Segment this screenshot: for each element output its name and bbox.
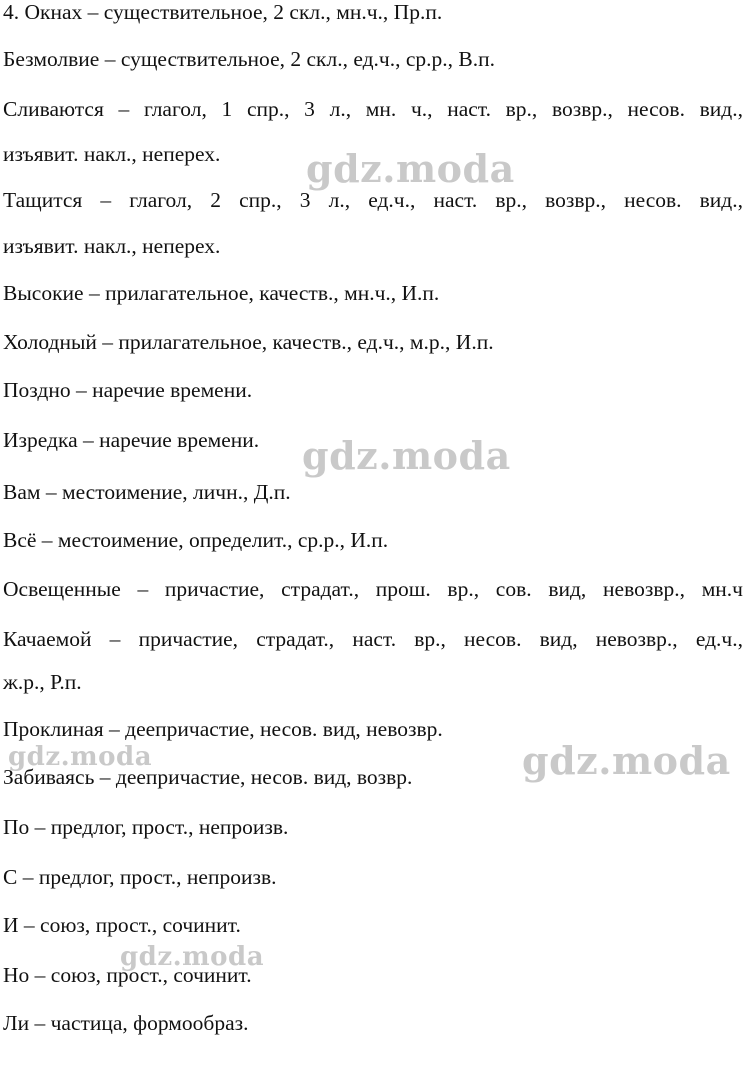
text-line-slivayutsya-cont: изъявит. накл., неперех. — [3, 142, 221, 166]
text-line-zabivayas: Забиваясь – деепричастие, несов. вид, возвр. — [3, 765, 413, 789]
watermark-logo: gdz.moda — [8, 742, 153, 772]
text-line-kachaemoi-cont: ж.р., Р.п. — [3, 670, 82, 694]
text-line-osveshchennye: Освещенные – причастие, страдат., прош. вр., сов. вид, невозвр., мн.ч — [3, 577, 743, 601]
text-line-li: Ли – частица, формообраз. — [3, 1011, 249, 1035]
text-line-kachaemoi: Качаемой – причастие, страдат., наст. вр., несов. вид, невозвр., ед.ч., — [3, 627, 743, 651]
watermark-logo: gdz.moda — [302, 433, 511, 478]
text-line-s: С – предлог, прост., непроизв. — [3, 865, 277, 889]
watermark-logo: gdz.moda — [306, 146, 515, 191]
text-line-proklinaya: Проклиная – деепричастие, несов. вид, невозвр. — [3, 717, 443, 741]
text-line-kholodnyi: Холодный – прилагательное, качеств., ед.ч., м.р., И.п. — [3, 330, 494, 354]
watermark-logo: gdz.moda — [522, 738, 731, 783]
text-line-vsyo: Всё – местоимение, определит., ср.р., И.п. — [3, 528, 389, 552]
text-line-bezmolvie: Безмолвие – существительное, 2 скл., ед.ч., ср.р., В.п. — [3, 47, 495, 71]
text-line-slivayutsya: Сливаются – глагол, 1 спр., 3 л., мн. ч., наст. вр., возвр., несов. вид., — [3, 97, 743, 121]
text-line-okhax: 4. Окнах – существительное, 2 скл., мн.ч., Пр.п. — [3, 0, 443, 24]
text-line-vam: Вам – местоимение, личн., Д.п. — [3, 480, 291, 504]
text-line-tashchitsya: Тащится – глагол, 2 спр., 3 л., ед.ч., наст. вр., возвр., несов. вид., — [3, 188, 743, 212]
text-line-no: Но – союз, прост., сочинит. — [3, 963, 252, 987]
text-line-izredka: Изредка – наречие времени. — [3, 428, 260, 452]
text-line-vysokie: Высокие – прилагательное, качеств., мн.ч., И.п. — [3, 281, 440, 305]
watermark-logo: gdz.moda — [120, 942, 265, 972]
text-line-tashchitsya-cont: изъявит. накл., неперех. — [3, 234, 221, 258]
text-line-pozdno: Поздно – наречие времени. — [3, 378, 253, 402]
text-line-po: По – предлог, прост., непроизв. — [3, 815, 289, 839]
text-line-i: И – союз, прост., сочинит. — [3, 913, 241, 937]
